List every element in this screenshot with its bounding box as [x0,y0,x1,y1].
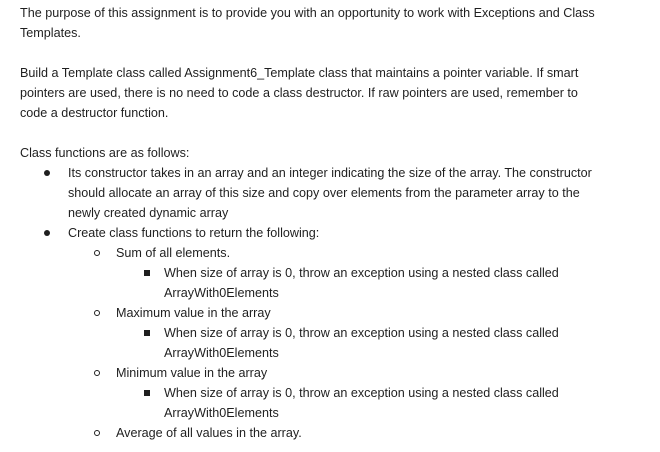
sum-note-line-1: When size of array is 0, throw an exception using a nested class called [164,266,559,280]
sum-note-line-2: ArrayWith0Elements [164,286,279,300]
square-bullet-icon [140,263,154,283]
circle-bullet-icon [90,303,104,323]
list-item-max [20,303,645,323]
list-item-max-note [20,323,645,363]
circle-bullet-icon [90,243,104,263]
list-item-min [20,363,645,383]
build-line-3: code a destructor function. [20,106,169,120]
constructor-line-3: newly created dynamic array [68,206,229,220]
create-functions-label: Create class functions to return the following: [68,226,320,240]
intro-line-1: The purpose of this assignment is to provide you with an opportunity to work with Exceptions and Class [20,6,595,20]
max-label: Maximum value in the array [116,306,271,320]
disc-bullet-icon [40,223,54,243]
list-item-min-note [20,383,645,423]
disc-bullet-icon [40,163,54,183]
sum-label: Sum of all elements. [116,246,231,260]
intro-paragraph [20,3,645,43]
square-bullet-icon [140,323,154,343]
min-note-line-1: When size of array is 0, throw an exception using a nested class called [164,386,559,400]
min-note-line-2: ArrayWith0Elements [164,406,279,420]
constructor-line-2: should allocate an array of this size and copy over elements from the parameter array to the [68,186,580,200]
max-note-line-2: ArrayWith0Elements [164,346,279,360]
functions-list [20,163,645,443]
build-line-1: Build a Template class called Assignment6_Template class that maintains a pointer variable. If smart [20,66,579,80]
assignment-document [20,3,645,443]
circle-bullet-icon [90,423,104,443]
max-note-line-1: When size of array is 0, throw an exception using a nested class called [164,326,559,340]
build-paragraph [20,63,645,123]
list-item-sum-note [20,263,645,303]
average-label: Average of all values in the array. [116,426,302,440]
list-item-create-functions [20,223,645,243]
square-bullet-icon [140,383,154,403]
functions-heading: Class functions are as follows: [20,146,190,160]
circle-bullet-icon [90,363,104,383]
constructor-line-1: Its constructor takes in an array and an integer indicating the size of the array. The constructor [68,166,592,180]
list-item-sum [20,243,645,263]
list-item-average [20,423,645,443]
build-line-2: pointers are used, there is no need to code a class destructor. If raw pointers are used, remember to [20,86,578,100]
list-item-constructor [20,163,645,223]
min-label: Minimum value in the array [116,366,268,380]
intro-line-2: Templates. [20,26,81,40]
